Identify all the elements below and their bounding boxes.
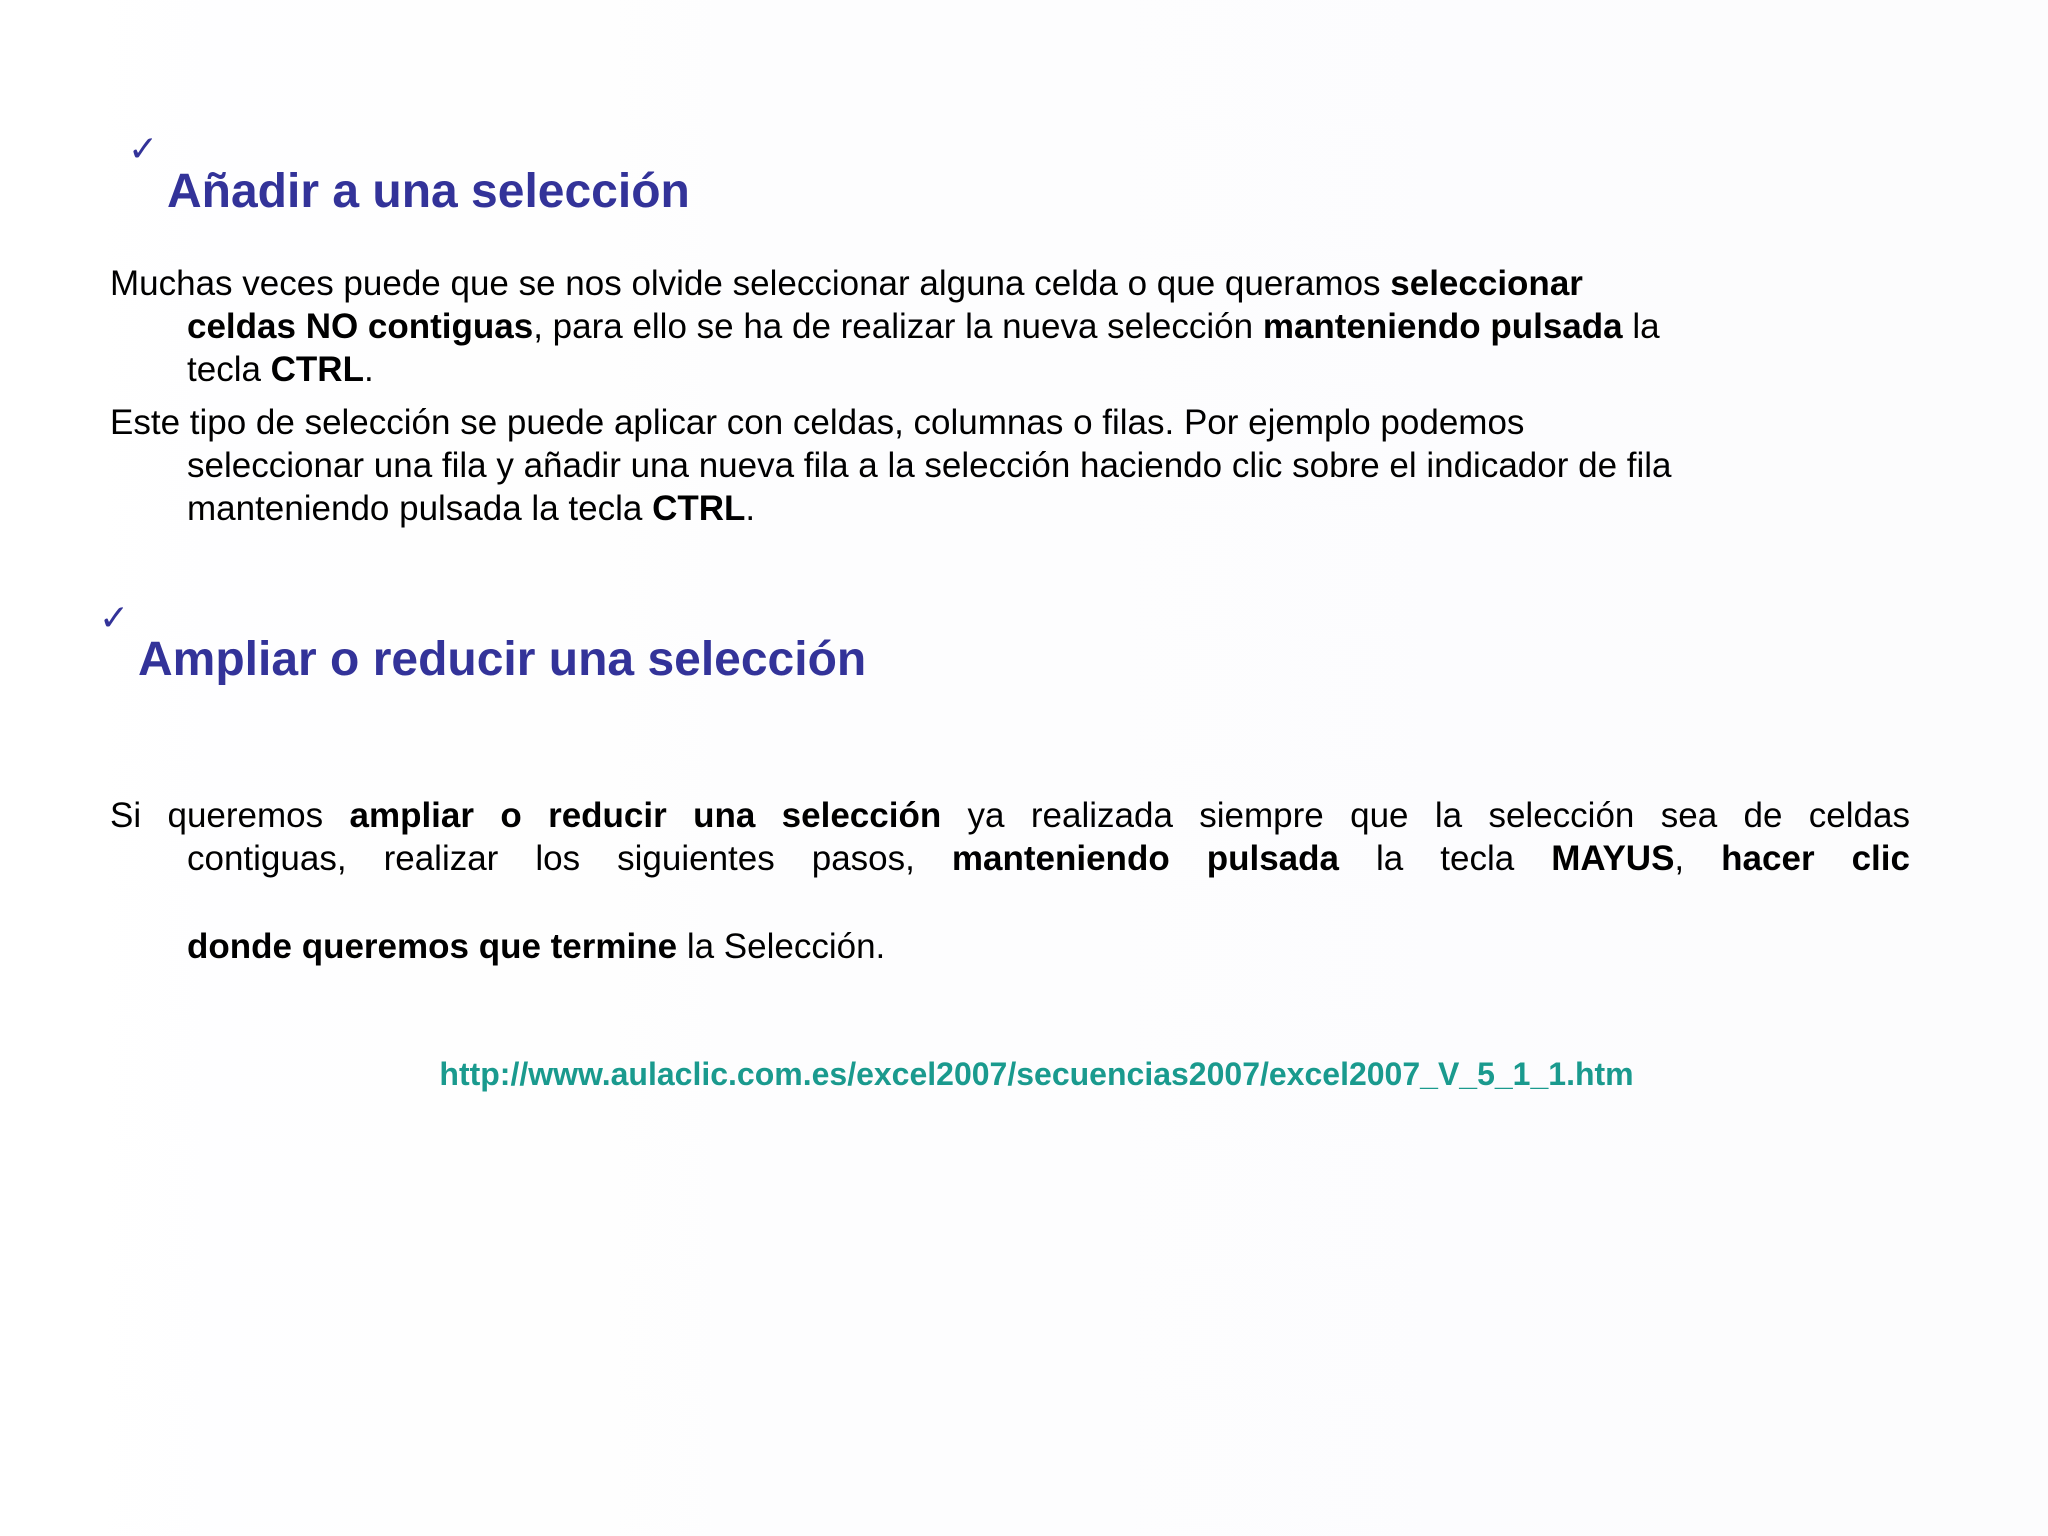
paragraph-line (110, 262, 1910, 305)
justified-line (187, 837, 1910, 880)
bold-text: hacer clic (1721, 839, 1910, 878)
bold-text: donde queremos que termine (187, 927, 678, 966)
text-run: contiguas, realizar los siguientes pasos, (187, 839, 952, 878)
paragraph-line (110, 837, 1910, 880)
paragraph-line (110, 925, 1910, 968)
text-run: . (363, 350, 374, 389)
bold-text: ampliar o reducir una selección (349, 796, 942, 835)
text-run: Muchas veces puede que se nos olvide seleccionar alguna celda o que queramos (110, 264, 1391, 303)
checkmark-icon: ✓ (99, 598, 130, 639)
text-run: Si queremos (110, 796, 350, 835)
paragraph-line (110, 305, 1910, 348)
paragraph-extend-selection (110, 794, 1910, 968)
paragraph-line (110, 348, 1910, 391)
text-run: , (1674, 839, 1722, 878)
section-heading-add-selection: Añadir a una selección (167, 165, 690, 218)
text-run: tecla (187, 350, 271, 389)
bold-text: CTRL (652, 489, 746, 528)
bold-text: MAYUS (1551, 839, 1675, 878)
paragraph-line (110, 487, 1910, 530)
text-run: la (1622, 307, 1660, 346)
text-run: manteniendo pulsada la tecla (187, 489, 653, 528)
bold-text: celdas NO contiguas (187, 307, 534, 346)
paragraph-selection-types (110, 401, 1910, 530)
text-run: , para ello se ha de realizar la nueva selección (533, 307, 1263, 346)
bold-text: seleccionar (1390, 264, 1583, 303)
paragraph-add-selection (110, 262, 1910, 391)
bold-text: manteniendo pulsada (1262, 307, 1623, 346)
paragraph-line: Este tipo de selección se puede aplicar con celdas, columnas o filas. Por ejemplo podemos (110, 403, 1525, 442)
text-run: la Selección. (677, 927, 886, 966)
text-run: la tecla (1338, 839, 1552, 878)
section-heading-extend-selection: Ampliar o reducir una selección (138, 633, 867, 686)
source-link-container (0, 1058, 2048, 1090)
text-run: . (745, 489, 756, 528)
source-link[interactable]: http://www.aulaclic.com.es/excel2007/secuencias2007/excel2007_V_5_1_1.htm (439, 1056, 1634, 1092)
bold-text: CTRL (270, 350, 364, 389)
text-run: ya realizada siempre que la selección sea de celdas (941, 796, 1910, 835)
checkmark-icon: ✓ (128, 129, 159, 170)
paragraph-line: seleccionar una fila y añadir una nueva fila a la selección haciendo clic sobre el indicador de fila (187, 446, 1672, 485)
paragraph-line (110, 794, 1910, 837)
bold-text: manteniendo pulsada (951, 839, 1339, 878)
